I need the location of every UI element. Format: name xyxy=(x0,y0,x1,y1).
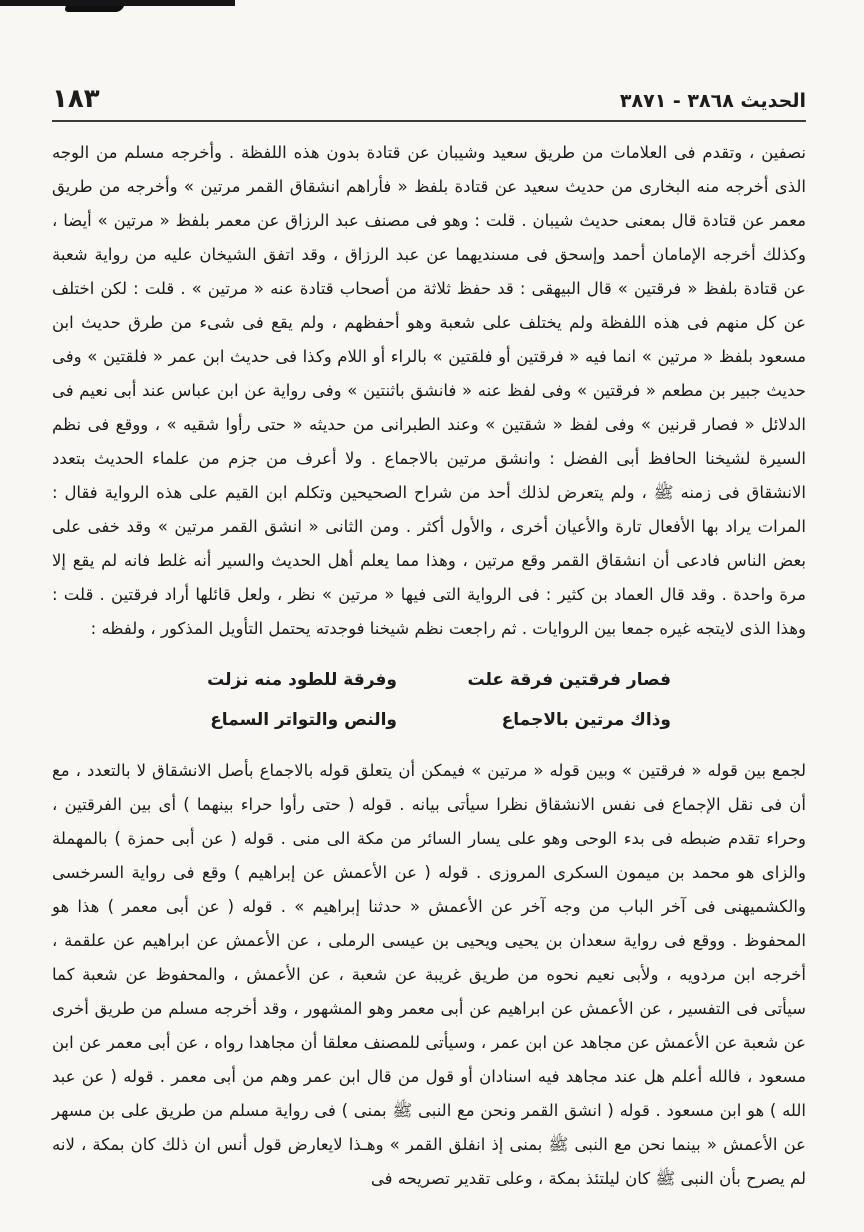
page-number: ١٨٣ xyxy=(52,84,100,114)
paragraph-2: لجمع بين قوله « فرقتين » وبين قوله « مرتين » فيمكن أن يتعلق قوله بالاجماع بأصل الانشقاق لا بالتعدد ، مع أن فى نقل الإجماع فى نفس الانشقاق نظرا سيأتى بيانه . قوله ( حتى رأوا حراء بينهما ) أى بين الفرقتين ، وحراء تقدم ضبطه فى بدء الوحى وهو على يسار السائر من مكة الى منى . قوله ( عن أبى حمزة ) بالمهملة والزاى هو محمد بن ميمون السكرى المروزى . قوله ( عن الأعمش عن إبراهيم ) وقع فى رواية السرخسى والكشميهنى فى آخر الباب من وجه آخر عن الأعمش « حدثنا إبراهيم » . قوله ( عن أبى معمر ) هذا هو المحفوظ . ووقع فى رواية سعدان بن يحيى ويحيى بن عيسى الرملى ، عن الأعمش عن ابراهيم عن علقمة ، أخرجه ابن مردويه ، ولأبى نعيم نحوه من طريق غريبة عن شعبة ، عن الأعمش ، والمحفوظ عن شعبة كما سيأتى فى التفسير ، عن الأعمش عن ابراهيم عن أبى معمر وهو المشهور ، وقد أخرجه مسلم من طريق أخرى عن شعبة عن الأعمش عن مجاهد عن ابن عمر ، وسيأتى للمصنف معلقا أن مجاهدا رواه ، عن أبى معمر عن ابن مسعود ، فالله أعلم هل عند مجاهد فيه اسنادان أو قول من قال ابن عمر وهم من أبى معمر . قوله ( عن عبد الله ) هو ابن مسعود . قوله ( انشق القمر ونحن مع النبى ﷺ بمنى ) فى رواية مسلم من طريق على بن مسهر عن الأعمش « بينما نحن مع النبى ﷺ بمنى إذ انفلق القمر » وهـذا لايعارض قول أنس ان ذلك كان بمكة ، لانه لم يصرح بأن النبى ﷺ كان ليلتئذ بمكة ، وعلى تقدير تصريحه فى xyxy=(52,761,806,1188)
body-text xyxy=(52,136,806,1196)
poetry-couplet xyxy=(187,660,671,740)
scan-artifact-top-left xyxy=(0,0,235,6)
paragraph-1: نصفين ، وتقدم فى العلامات من طريق سعيد وشيبان عن قتادة بدون هذه اللفظة . وأخرجه مسلم من الوجه الذى أخرجه منه البخارى من حديث سعيد عن قتادة بلفظ « فأراهم انشقاق القمر مرتين » وأخرجه من طريق معمر عن قتادة قال بمعنى حديث شيبان . قلت : وهو فى مصنف عبد الرزاق عن معمر بلفظ « مرتين » أيضا ، وكذلك أخرجه الإمامان أحمد وإسحق فى مسنديهما عن عبد الرزاق ، وقد اتفق الشيخان عليه من رواية شعبة عن قتادة بلفظ « فرقتين » قال البيهقى : قد حفظ ثلاثة من أصحاب قتادة عنه « مرتين » . قلت : لكن اختلف عن كل منهم فى هذه اللفظة ولم يختلف على شعبة وهو أحفظهم ، ولم يقع فى شىء من طرق حديث ابن مسعود بلفظ « مرتين » انما فيه « فرقتين أو فلقتين » بالراء أو اللام وكذا فى حديث ابن عمر « فلقتين » وفى حديث جبير بن مطعم « فرقتين » وفى لفظ عنه « فانشق باثنتين » وفى رواية عن ابن عباس عند أبى نعيم فى الدلائل « فصار قرنين » وفى لفظ « شقتين » وعند الطبرانى من حديثه « حتى رأوا شقيه » ، ووقع فى نظم السيرة لشيخنا الحافظ أبى الفضل : وانشق مرتين بالاجماع . ولا أعرف من جزم من علماء الحديث بتعدد الانشقاق فى زمنه ﷺ ، ولم يتعرض لذلك أحد من شراح الصحيحين وتكلم ابن القيم على هذه الرواية فقال : المرات يراد بها الأفعال تارة والأعيان أخرى ، والأول أكثر . ومن الثانى « انشق القمر مرتين » وقد خفى على بعض الناس فادعى أن انشقاق القمر وقع مرتين ، وهذا مما يعلم أهل الحديث والسير أنه غلط فانه لم يقع إلا مرة واحدة . وقد قال العماد بن كثير : فى الرواية التى فيها « مرتين » نظر ، ولعل قائلها أراد فرقتين . قلت : وهذا الذى لايتجه غيره جمعا بين الروايات . ثم راجعت نظم شيخنا فوجدته يحتمل التأويل المذكور ، ولفظه : xyxy=(52,143,806,638)
page-header xyxy=(52,84,806,114)
hemistich: وفرقة للطود منه نزلت xyxy=(207,670,397,690)
hadith-range-title: الحديث ٣٨٦٨ - ٣٨٧١ xyxy=(619,90,806,112)
hemistich: والنص والتواتر السماع xyxy=(210,710,397,730)
hemistich: وذاك مرتين بالاجماع xyxy=(501,710,671,730)
poetry-line-2 xyxy=(187,700,671,740)
poetry-line-1 xyxy=(187,660,671,700)
header-rule xyxy=(52,120,806,122)
hemistich: فصار فرقتين فرقة علت xyxy=(467,670,671,690)
